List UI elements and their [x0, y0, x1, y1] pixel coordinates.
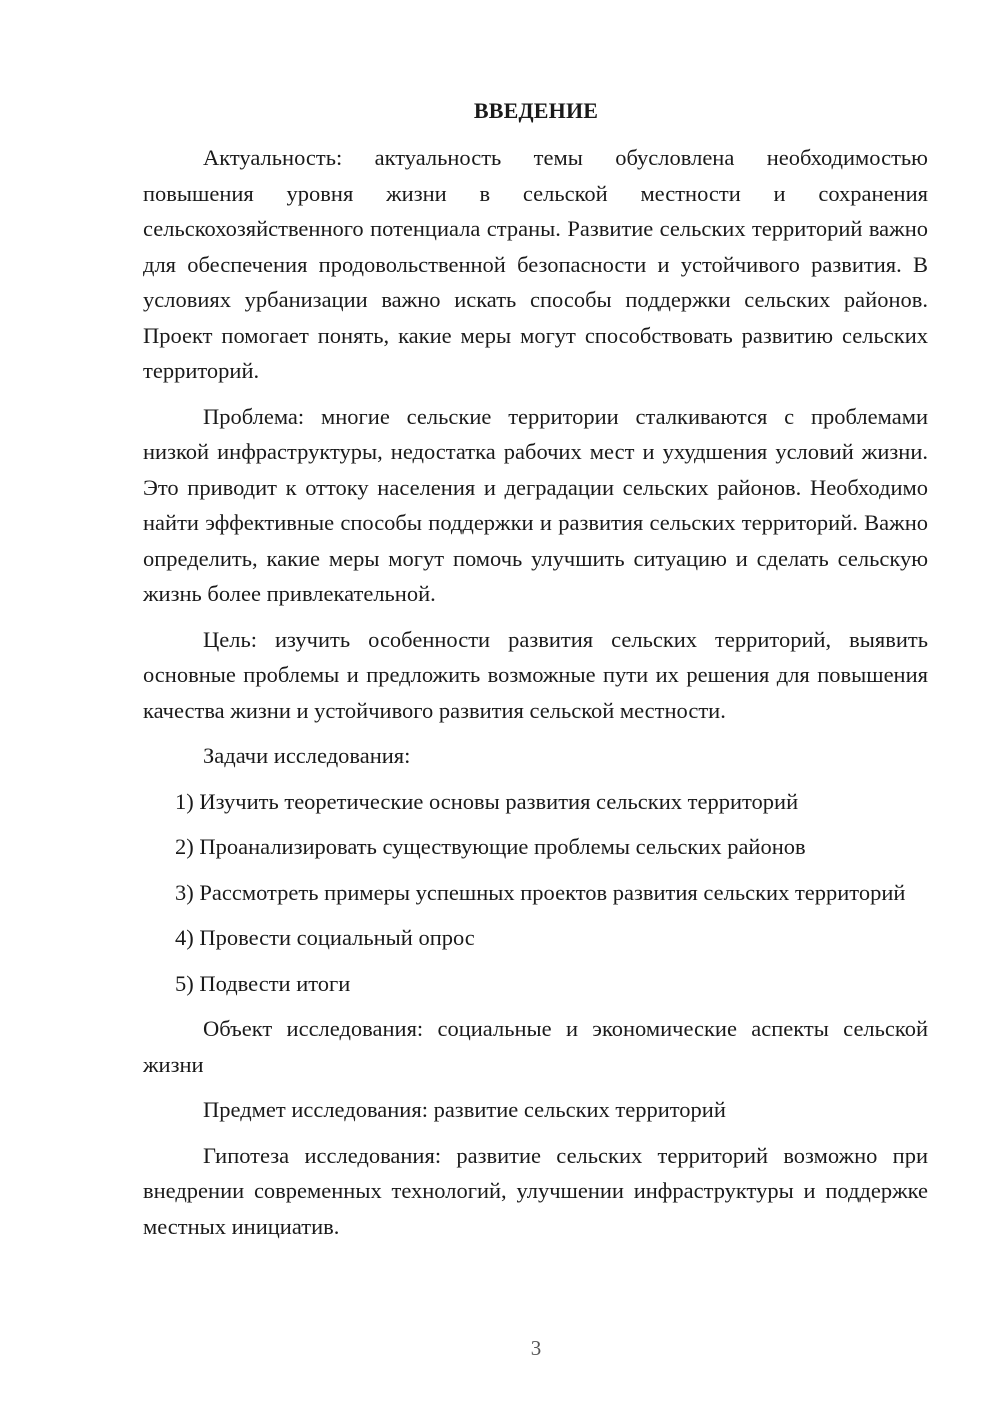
- page-title: ВВЕДЕНИЕ: [473, 98, 599, 123]
- goal-paragraph: Цель: изучить особенности развития сельских территорий, выявить основные проблемы и предложить возможные пути их решения для повышения качества жизни и устойчивого развития сельской местности.: [143, 626, 928, 723]
- task-item-1: 1) Изучить теоретические основы развития сельских территорий: [175, 788, 799, 814]
- task-item-5: 5) Подвести итоги: [175, 970, 351, 996]
- task-item-3: 3) Рассмотреть примеры успешных проектов развития сельских территорий: [175, 879, 906, 905]
- task-item-2: 2) Проанализировать существующие проблемы сельских районов: [175, 834, 806, 859]
- page-number: 3: [530, 1336, 542, 1360]
- object-paragraph: Объект исследования: социальные и экономические аспекты сельской жизни: [143, 1016, 928, 1077]
- hypothesis-paragraph: Гипотеза исследования: развитие сельских территорий возможно при внедрении современных технологий, улучшении инфраструктуры и поддержке местных инициатив.: [143, 1142, 928, 1239]
- subject-paragraph: Предмет исследования: развитие сельских территорий: [203, 1097, 726, 1122]
- task-item-4: 4) Провести социальный опрос: [175, 925, 475, 950]
- document-body: [143, 140, 928, 1254]
- relevance-paragraph: Актуальность: актуальность темы обусловлена необходимостью повышения уровня жизни в сельской местности и сохранения сельскохозяйственного потенциала страны. Развитие сельских территорий важно для обеспечения продовольственной безопасности и устойчивого развития. В условиях урбанизации важно искать способы поддержки сельских районов. Проект помогает понять, какие меры могут способствовать развитию сельских территорий.: [143, 145, 928, 383]
- problem-paragraph: Проблема: многие сельские территории сталкиваются с проблемами низкой инфраструктуры, недостатка рабочих мест и ухудшения условий жизни. Это приводит к оттоку населения и деградации сельских районов. Необходимо найти эффективные способы поддержки и развития сельских территорий. Важно определить, какие меры могут помочь улучшить ситуацию и сделать сельскую жизнь более привлекательной.: [143, 403, 928, 606]
- tasks-heading: Задачи исследования:: [203, 743, 411, 768]
